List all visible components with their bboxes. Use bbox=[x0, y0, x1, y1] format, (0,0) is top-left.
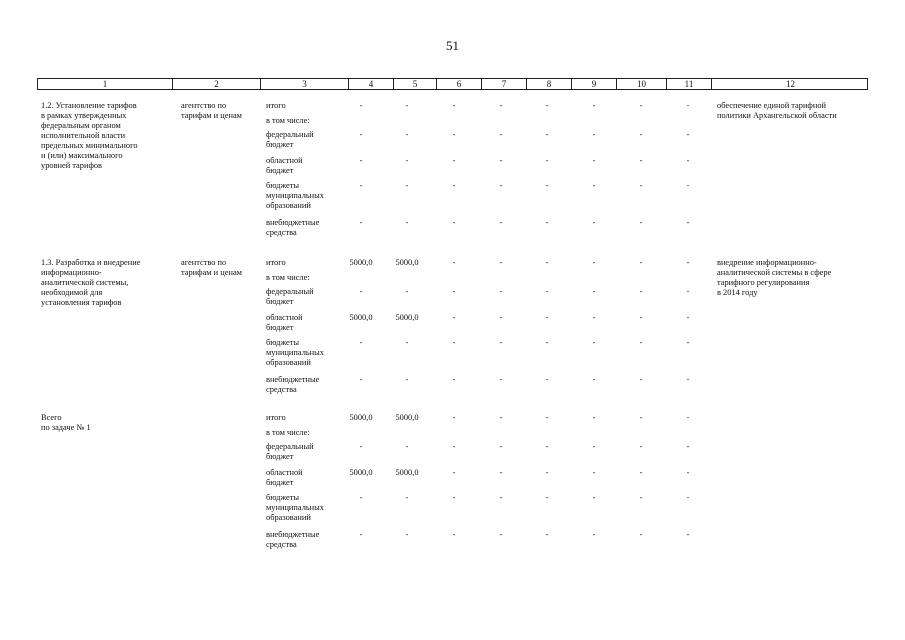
value-cell-col8: - bbox=[545, 181, 549, 190]
funding-source-label: в том числе: bbox=[266, 116, 310, 125]
value-cell-col10: - bbox=[639, 468, 643, 477]
value-cell-col7: - bbox=[499, 530, 503, 539]
value-cell-col5: 5000,0 bbox=[395, 468, 419, 477]
section-title: 1.3. Разработка и внедрение информационно- аналитической системы, необходимой для установления тарифов bbox=[41, 258, 141, 307]
value-cell-col4: - bbox=[359, 218, 363, 227]
value-cell-col4: - bbox=[359, 101, 363, 110]
value-cell-col8: - bbox=[545, 258, 549, 267]
section-title: 1.2. Установление тарифов в рамках утвержденных федеральным органом исполнительной власти предельных минимального и (или) максимального уровней тарифов bbox=[41, 101, 138, 170]
value-cell-col10: - bbox=[639, 338, 643, 347]
funding-source-label: бюджеты муниципальных образований bbox=[266, 493, 324, 522]
section-title: Всего по задаче № 1 bbox=[41, 413, 91, 432]
value-cell-col9: - bbox=[592, 130, 596, 139]
value-cell-col10: - bbox=[639, 413, 643, 422]
value-cell-col4: - bbox=[359, 156, 363, 165]
value-cell-col9: - bbox=[592, 156, 596, 165]
header-cell-7: 7 bbox=[481, 79, 526, 89]
value-cell-col5: 5000,0 bbox=[395, 258, 419, 267]
value-cell-col4: - bbox=[359, 530, 363, 539]
funding-source-label: внебюджетные средства bbox=[266, 218, 320, 237]
value-cell-col7: - bbox=[499, 218, 503, 227]
value-cell-col9: - bbox=[592, 313, 596, 322]
value-cell-col5: - bbox=[405, 181, 409, 190]
value-cell-col7: - bbox=[499, 258, 503, 267]
value-cell-col5: - bbox=[405, 375, 409, 384]
funding-source-label: итого bbox=[266, 413, 286, 422]
section-result-note: обеспечение единой тарифной политики Архангельской области bbox=[717, 101, 837, 120]
value-cell-col9: - bbox=[592, 287, 596, 296]
value-cell-col8: - bbox=[545, 493, 549, 502]
value-cell-col7: - bbox=[499, 442, 503, 451]
value-cell-col6: - bbox=[452, 287, 456, 296]
value-cell-col9: - bbox=[592, 101, 596, 110]
value-cell-col11: - bbox=[686, 530, 690, 539]
table-header bbox=[37, 78, 868, 90]
header-cell-12: 12 bbox=[711, 79, 869, 89]
value-cell-col10: - bbox=[639, 442, 643, 451]
value-cell-col5: - bbox=[405, 156, 409, 165]
value-cell-col11: - bbox=[686, 130, 690, 139]
value-cell-col11: - bbox=[686, 101, 690, 110]
value-cell-col8: - bbox=[545, 413, 549, 422]
value-cell-col11: - bbox=[686, 156, 690, 165]
value-cell-col6: - bbox=[452, 181, 456, 190]
value-cell-col8: - bbox=[545, 442, 549, 451]
funding-source-label: федеральный бюджет bbox=[266, 130, 314, 149]
value-cell-col10: - bbox=[639, 287, 643, 296]
value-cell-col4: 5000,0 bbox=[349, 468, 373, 477]
funding-source-label: областной бюджет bbox=[266, 313, 303, 332]
header-cell-8: 8 bbox=[526, 79, 571, 89]
value-cell-col4: 5000,0 bbox=[349, 258, 373, 267]
value-cell-col4: 5000,0 bbox=[349, 413, 373, 422]
section-agency: агентство по тарифам и ценам bbox=[181, 258, 242, 277]
section-agency: агентство по тарифам и ценам bbox=[181, 101, 242, 120]
value-cell-col8: - bbox=[545, 375, 549, 384]
value-cell-col6: - bbox=[452, 493, 456, 502]
value-cell-col6: - bbox=[452, 313, 456, 322]
value-cell-col6: - bbox=[452, 468, 456, 477]
header-cell-11: 11 bbox=[666, 79, 711, 89]
value-cell-col8: - bbox=[545, 130, 549, 139]
value-cell-col5: - bbox=[405, 493, 409, 502]
header-cell-1: 1 bbox=[102, 79, 108, 89]
value-cell-col7: - bbox=[499, 313, 503, 322]
value-cell-col4: 5000,0 bbox=[349, 313, 373, 322]
value-cell-col8: - bbox=[545, 287, 549, 296]
value-cell-col10: - bbox=[639, 530, 643, 539]
section-result-note: внедрение информационно- аналитической системы в сфере тарифного регулирования в 2014 году bbox=[717, 258, 832, 297]
funding-source-label: внебюджетные средства bbox=[266, 530, 320, 549]
value-cell-col7: - bbox=[499, 375, 503, 384]
header-cell-3: 3 bbox=[260, 79, 348, 89]
value-cell-col7: - bbox=[499, 413, 503, 422]
value-cell-col6: - bbox=[452, 101, 456, 110]
value-cell-col9: - bbox=[592, 442, 596, 451]
value-cell-col5: - bbox=[405, 287, 409, 296]
header-cell-6: 6 bbox=[436, 79, 481, 89]
value-cell-col11: - bbox=[686, 287, 690, 296]
value-cell-col11: - bbox=[686, 313, 690, 322]
value-cell-col10: - bbox=[639, 493, 643, 502]
value-cell-col9: - bbox=[592, 338, 596, 347]
value-cell-col11: - bbox=[686, 442, 690, 451]
value-cell-col6: - bbox=[452, 375, 456, 384]
value-cell-col6: - bbox=[452, 530, 456, 539]
value-cell-col9: - bbox=[592, 181, 596, 190]
value-cell-col6: - bbox=[452, 156, 456, 165]
value-cell-col4: - bbox=[359, 442, 363, 451]
funding-source-label: областной бюджет bbox=[266, 468, 303, 487]
value-cell-col10: - bbox=[639, 258, 643, 267]
value-cell-col8: - bbox=[545, 218, 549, 227]
value-cell-col8: - bbox=[545, 313, 549, 322]
value-cell-col6: - bbox=[452, 130, 456, 139]
value-cell-col11: - bbox=[686, 218, 690, 227]
value-cell-col11: - bbox=[686, 375, 690, 384]
value-cell-col6: - bbox=[452, 338, 456, 347]
value-cell-col7: - bbox=[499, 468, 503, 477]
value-cell-col9: - bbox=[592, 258, 596, 267]
value-cell-col10: - bbox=[639, 181, 643, 190]
value-cell-col11: - bbox=[686, 181, 690, 190]
header-cell-4: 4 bbox=[348, 79, 393, 89]
value-cell-col7: - bbox=[499, 101, 503, 110]
value-cell-col9: - bbox=[592, 530, 596, 539]
value-cell-col8: - bbox=[545, 156, 549, 165]
value-cell-col4: - bbox=[359, 338, 363, 347]
value-cell-col7: - bbox=[499, 181, 503, 190]
value-cell-col7: - bbox=[499, 130, 503, 139]
funding-source-label: федеральный бюджет bbox=[266, 287, 314, 306]
value-cell-col8: - bbox=[545, 530, 549, 539]
value-cell-col5: - bbox=[405, 130, 409, 139]
value-cell-col8: - bbox=[545, 338, 549, 347]
value-cell-col5: - bbox=[405, 101, 409, 110]
value-cell-col6: - bbox=[452, 413, 456, 422]
value-cell-col9: - bbox=[592, 218, 596, 227]
funding-source-label: в том числе: bbox=[266, 428, 310, 437]
funding-source-label: федеральный бюджет bbox=[266, 442, 314, 461]
value-cell-col10: - bbox=[639, 375, 643, 384]
value-cell-col11: - bbox=[686, 468, 690, 477]
value-cell-col4: - bbox=[359, 375, 363, 384]
value-cell-col4: - bbox=[359, 130, 363, 139]
value-cell-col6: - bbox=[452, 218, 456, 227]
value-cell-col11: - bbox=[686, 493, 690, 502]
value-cell-col10: - bbox=[639, 313, 643, 322]
value-cell-col4: - bbox=[359, 493, 363, 502]
value-cell-col5: - bbox=[405, 218, 409, 227]
funding-source-label: итого bbox=[266, 101, 286, 110]
funding-source-label: бюджеты муниципальных образований bbox=[266, 338, 324, 367]
value-cell-col6: - bbox=[452, 258, 456, 267]
value-cell-col10: - bbox=[639, 156, 643, 165]
header-cell-5: 5 bbox=[393, 79, 436, 89]
value-cell-col9: - bbox=[592, 493, 596, 502]
value-cell-col4: - bbox=[359, 287, 363, 296]
value-cell-col4: - bbox=[359, 181, 363, 190]
value-cell-col5: 5000,0 bbox=[395, 413, 419, 422]
value-cell-col5: 5000,0 bbox=[395, 313, 419, 322]
value-cell-col10: - bbox=[639, 218, 643, 227]
funding-source-label: внебюджетные средства bbox=[266, 375, 320, 394]
header-cell-10: 10 bbox=[616, 79, 666, 89]
value-cell-col11: - bbox=[686, 258, 690, 267]
value-cell-col9: - bbox=[592, 413, 596, 422]
funding-source-label: областной бюджет bbox=[266, 156, 303, 175]
funding-source-label: в том числе: bbox=[266, 273, 310, 282]
value-cell-col8: - bbox=[545, 468, 549, 477]
value-cell-col10: - bbox=[639, 101, 643, 110]
funding-source-label: итого bbox=[266, 258, 286, 267]
value-cell-col9: - bbox=[592, 468, 596, 477]
value-cell-col7: - bbox=[499, 493, 503, 502]
value-cell-col7: - bbox=[499, 156, 503, 165]
value-cell-col7: - bbox=[499, 287, 503, 296]
value-cell-col8: - bbox=[545, 101, 549, 110]
value-cell-col5: - bbox=[405, 530, 409, 539]
value-cell-col5: - bbox=[405, 442, 409, 451]
header-cell-9: 9 bbox=[571, 79, 616, 89]
value-cell-col10: - bbox=[639, 130, 643, 139]
value-cell-col6: - bbox=[452, 442, 456, 451]
header-cell-2: 2 bbox=[172, 79, 260, 89]
page-number: 51 bbox=[446, 38, 459, 53]
value-cell-col11: - bbox=[686, 338, 690, 347]
value-cell-col11: - bbox=[686, 413, 690, 422]
value-cell-col5: - bbox=[405, 338, 409, 347]
value-cell-col7: - bbox=[499, 338, 503, 347]
funding-source-label: бюджеты муниципальных образований bbox=[266, 181, 324, 210]
value-cell-col9: - bbox=[592, 375, 596, 384]
